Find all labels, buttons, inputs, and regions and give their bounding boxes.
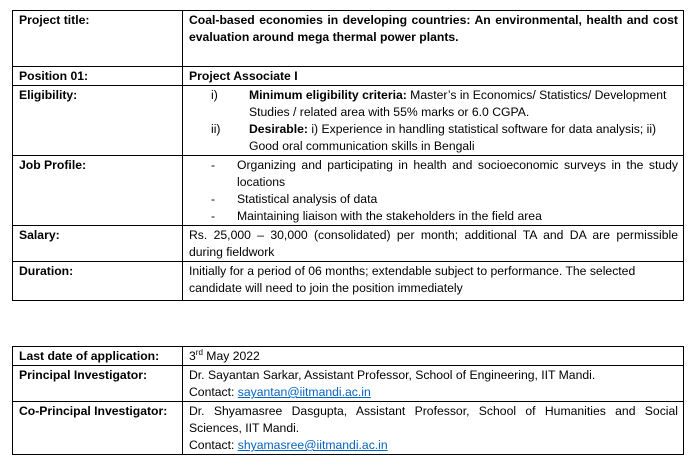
eligibility-label: Eligibility: (13, 86, 183, 156)
copi-contact-label: Contact: (189, 438, 238, 452)
job-profile-label: Job Profile: (13, 156, 183, 226)
pi-label: Principal Investigator: (13, 366, 183, 402)
duration-label: Duration: (13, 262, 183, 301)
copi-label: Co-Principal Investigator: (13, 402, 183, 455)
copi-value (183, 402, 684, 455)
eligibility-item-number: ii) (211, 122, 221, 136)
salary-row (13, 226, 684, 262)
deadline-day: 3 (189, 349, 196, 363)
position-value: Project Associate I (183, 67, 684, 86)
bullet-dash: - (211, 158, 216, 172)
job-profile-item-text: Organizing and participating in health and socioeconomic surveys in the study locations (237, 158, 678, 189)
project-title-row (13, 11, 684, 67)
pi-row (13, 366, 684, 402)
copi-email-link[interactable]: shyamasree@iitmandi.ac.in (237, 438, 388, 452)
eligibility-item-heading: Minimum eligibility criteria: (249, 88, 407, 102)
copi-row (13, 402, 684, 455)
eligibility-item (189, 87, 678, 121)
eligibility-item-text: Master’s in Economics/ Statistics/ Development Studies / related area with 55% marks or 6.0 CGPA. (249, 88, 667, 119)
duration-row (13, 262, 684, 301)
duration-value: Initially for a period of 06 months; extendable subject to performance. The selected candidate will need to join the position immediately (183, 262, 684, 301)
deadline-day-suffix: rd (195, 347, 203, 357)
bullet-dash: - (211, 192, 216, 206)
eligibility-item-heading: Desirable: (249, 122, 308, 136)
eligibility-item (189, 121, 678, 155)
project-title-label: Project title: (13, 11, 183, 67)
eligibility-item-number: i) (211, 88, 218, 102)
position-label: Position 01: (13, 67, 183, 86)
deadline-row (13, 347, 684, 366)
bullet-dash: - (211, 209, 216, 223)
copi-details: Dr. Shyamasree Dasgupta, Assistant Professor, School of Humanities and Social Sciences, IIT Mandi. (189, 404, 678, 435)
eligibility-row (13, 86, 684, 156)
salary-value: Rs. 25,000 – 30,000 (consolidated) per month; additional TA and DA are permissible during fieldwork (183, 226, 684, 262)
contact-details-table (12, 346, 684, 455)
position-row (13, 67, 684, 86)
deadline-value (183, 347, 684, 366)
job-profile-item (189, 191, 678, 208)
pi-contact (189, 384, 678, 401)
job-profile-row (13, 156, 684, 226)
eligibility-value (183, 86, 684, 156)
project-title-value: Coal-based economies in developing countries: An environmental, health and cost evaluation around mega thermal power plants. (183, 11, 684, 67)
position-details-table (12, 10, 684, 301)
deadline-month-year: May 2022 (202, 349, 260, 363)
job-profile-item-text: Statistical analysis of data (237, 192, 378, 206)
salary-label: Salary: (13, 226, 183, 262)
pi-details: Dr. Sayantan Sarkar, Assistant Professor, School of Engineering, IIT Mandi. (189, 368, 596, 382)
pi-email-link[interactable]: sayantan@iitmandi.ac.in (237, 385, 371, 399)
deadline-label: Last date of application: (13, 347, 183, 366)
pi-contact-label: Contact: (189, 385, 238, 399)
job-profile-value (183, 156, 684, 226)
job-profile-item (189, 208, 678, 225)
eligibility-item-text: i) Experience in handling statistical software for data analysis; ii) Good oral communication skills in Bengali (249, 122, 657, 153)
job-profile-item-text: Maintaining liaison with the stakeholders in the field area (237, 209, 542, 223)
copi-contact (189, 437, 678, 454)
pi-value (183, 366, 684, 402)
job-profile-item (189, 157, 678, 191)
